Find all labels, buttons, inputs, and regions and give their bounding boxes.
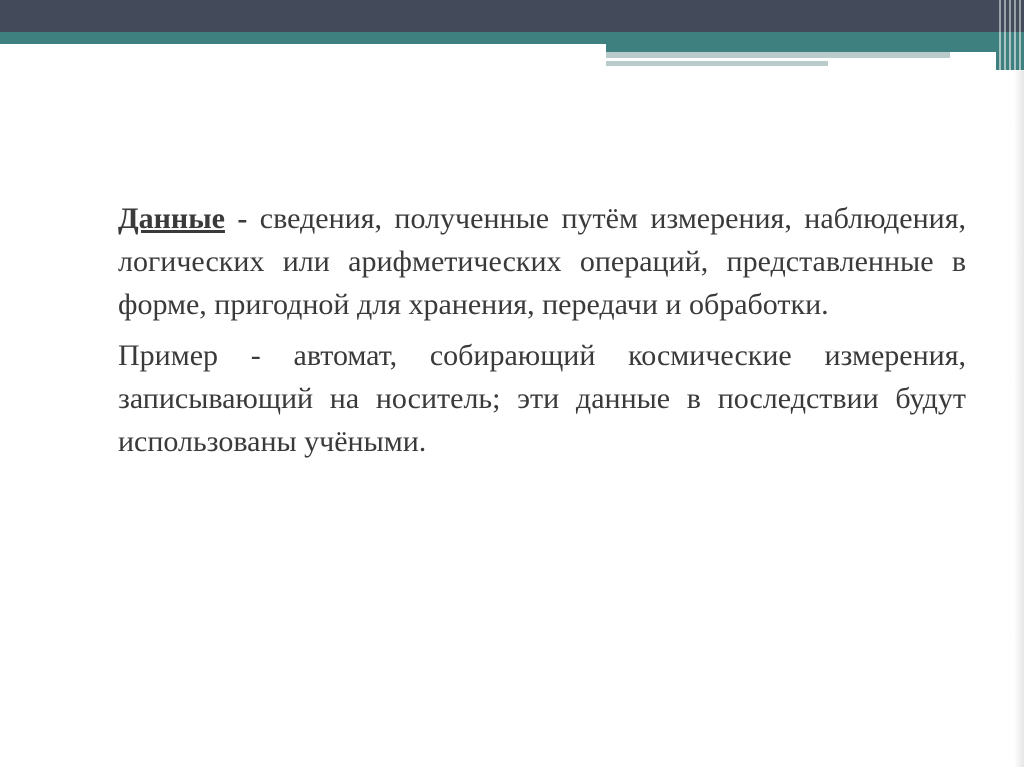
- definition-term: Данные: [118, 202, 225, 235]
- header-band-teal: [0, 32, 1024, 44]
- example-paragraph: Пример - автомат, собирающий космические измерения, записывающий на носитель; эти данные в последствии будут использованы учёными.: [118, 339, 966, 458]
- corner-stripes-teal: [996, 32, 1024, 70]
- header-band-light: [606, 52, 950, 58]
- header-band-dark: [0, 0, 1024, 32]
- definition-paragraph: [118, 197, 966, 326]
- header-band-teal-right: [606, 44, 1024, 52]
- header-band-light-thin: [606, 61, 828, 66]
- slide-body: [118, 197, 966, 463]
- page-edge-shadow: [1014, 70, 1024, 767]
- definition-text: сведения, полученные путём измерения, наблюдения, логических или арифметических операций, представленные в форме, пригодной для хранения, передачи и обработки.: [118, 202, 967, 321]
- definition-dash: -: [237, 202, 248, 235]
